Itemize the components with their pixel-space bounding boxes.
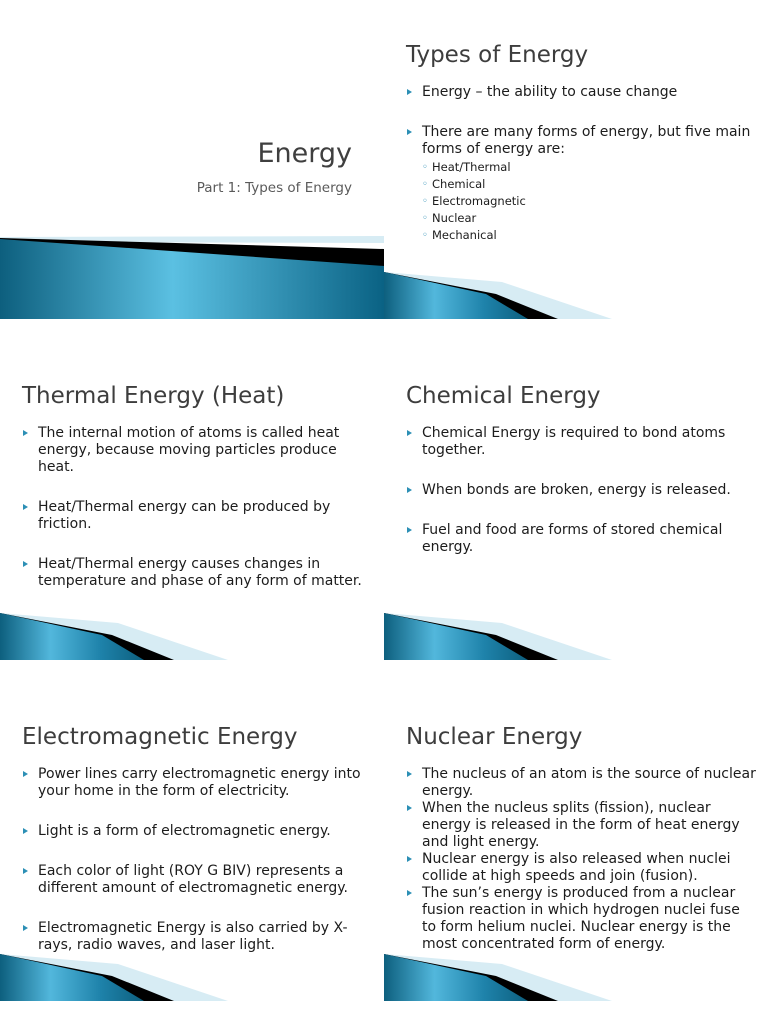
slide-thermal-energy — [0, 341, 384, 682]
bullet-list — [22, 766, 372, 977]
bullet-item: Each color of light (ROY G BIV) represents a different amount of electromagnetic energy. — [22, 863, 372, 897]
bullet-item: The nucleus of an atom is the source of nuclear energy. — [406, 766, 756, 800]
sub-item-mechanical: ◦ Mechanical — [422, 227, 756, 244]
bullet-item: When bonds are broken, energy is released. — [406, 482, 756, 499]
bullet-item: There are many forms of energy, but five main forms of energy are: ◦ Heat/Thermal ◦ Chemical ◦ Electromagnetic ◦ Nuclear ◦ Mechanical — [406, 124, 756, 244]
energy-forms-sublist — [422, 159, 756, 244]
bullet-list — [22, 425, 372, 613]
slide-electromagnetic-energy — [0, 682, 384, 1023]
presentation-title: Energy — [257, 138, 352, 169]
slide-heading: Electromagnetic Energy — [22, 724, 298, 750]
sub-item-electromagnetic: ◦ Electromagnetic — [422, 193, 756, 210]
bullet-list — [406, 425, 756, 579]
slide-heading: Chemical Energy — [406, 383, 601, 409]
slide-nuclear-energy — [384, 682, 768, 1023]
bullet-list — [406, 84, 756, 267]
bullet-item: Light is a form of electromagnetic energy. — [22, 823, 372, 840]
bullet-item: The sun’s energy is produced from a nuclear fusion reaction in which hydrogen nuclei fuse to form helium nuclei. Nuclear energy is the most concentrated form of energy. — [406, 885, 756, 953]
bullet-item: Heat/Thermal energy can be produced by friction. — [22, 499, 372, 533]
bullet-item: Chemical Energy is required to bond atoms together. — [406, 425, 756, 459]
bullet-item: Energy – the ability to cause change — [406, 84, 756, 101]
slide-title — [0, 0, 384, 341]
bullet-item: The internal motion of atoms is called heat energy, because moving particles produce heat. — [22, 425, 372, 476]
sub-item-heat-thermal: ◦ Heat/Thermal — [422, 159, 756, 176]
title-slide-wave-graphic — [0, 0, 384, 341]
bullet-item: Power lines carry electromagnetic energy into your home in the form of electricity. — [22, 766, 372, 800]
slide-heading: Types of Energy — [406, 42, 589, 68]
slide-heading: Nuclear Energy — [406, 724, 583, 750]
bullet-item: When the nucleus splits (fission), nuclear energy is released in the form of heat energy and light energy. — [406, 800, 756, 851]
bullet-item: Heat/Thermal energy causes changes in temperature and phase of any form of matter. — [22, 556, 372, 590]
bullet-item: Electromagnetic Energy is also carried by X-rays, radio waves, and laser light. — [22, 920, 372, 954]
sub-item-chemical: ◦ Chemical — [422, 176, 756, 193]
bullet-item: Fuel and food are forms of stored chemical energy. — [406, 522, 756, 556]
bullet-list — [406, 766, 756, 953]
presentation-subtitle: Part 1: Types of Energy — [196, 180, 352, 196]
slide-chemical-energy — [384, 341, 768, 682]
slide-heading: Thermal Energy (Heat) — [22, 383, 285, 409]
slide-types-of-energy — [384, 0, 768, 341]
sub-item-nuclear: ◦ Nuclear — [422, 210, 756, 227]
bullet-item: Nuclear energy is also released when nuclei collide at high speeds and join (fusion). — [406, 851, 756, 885]
